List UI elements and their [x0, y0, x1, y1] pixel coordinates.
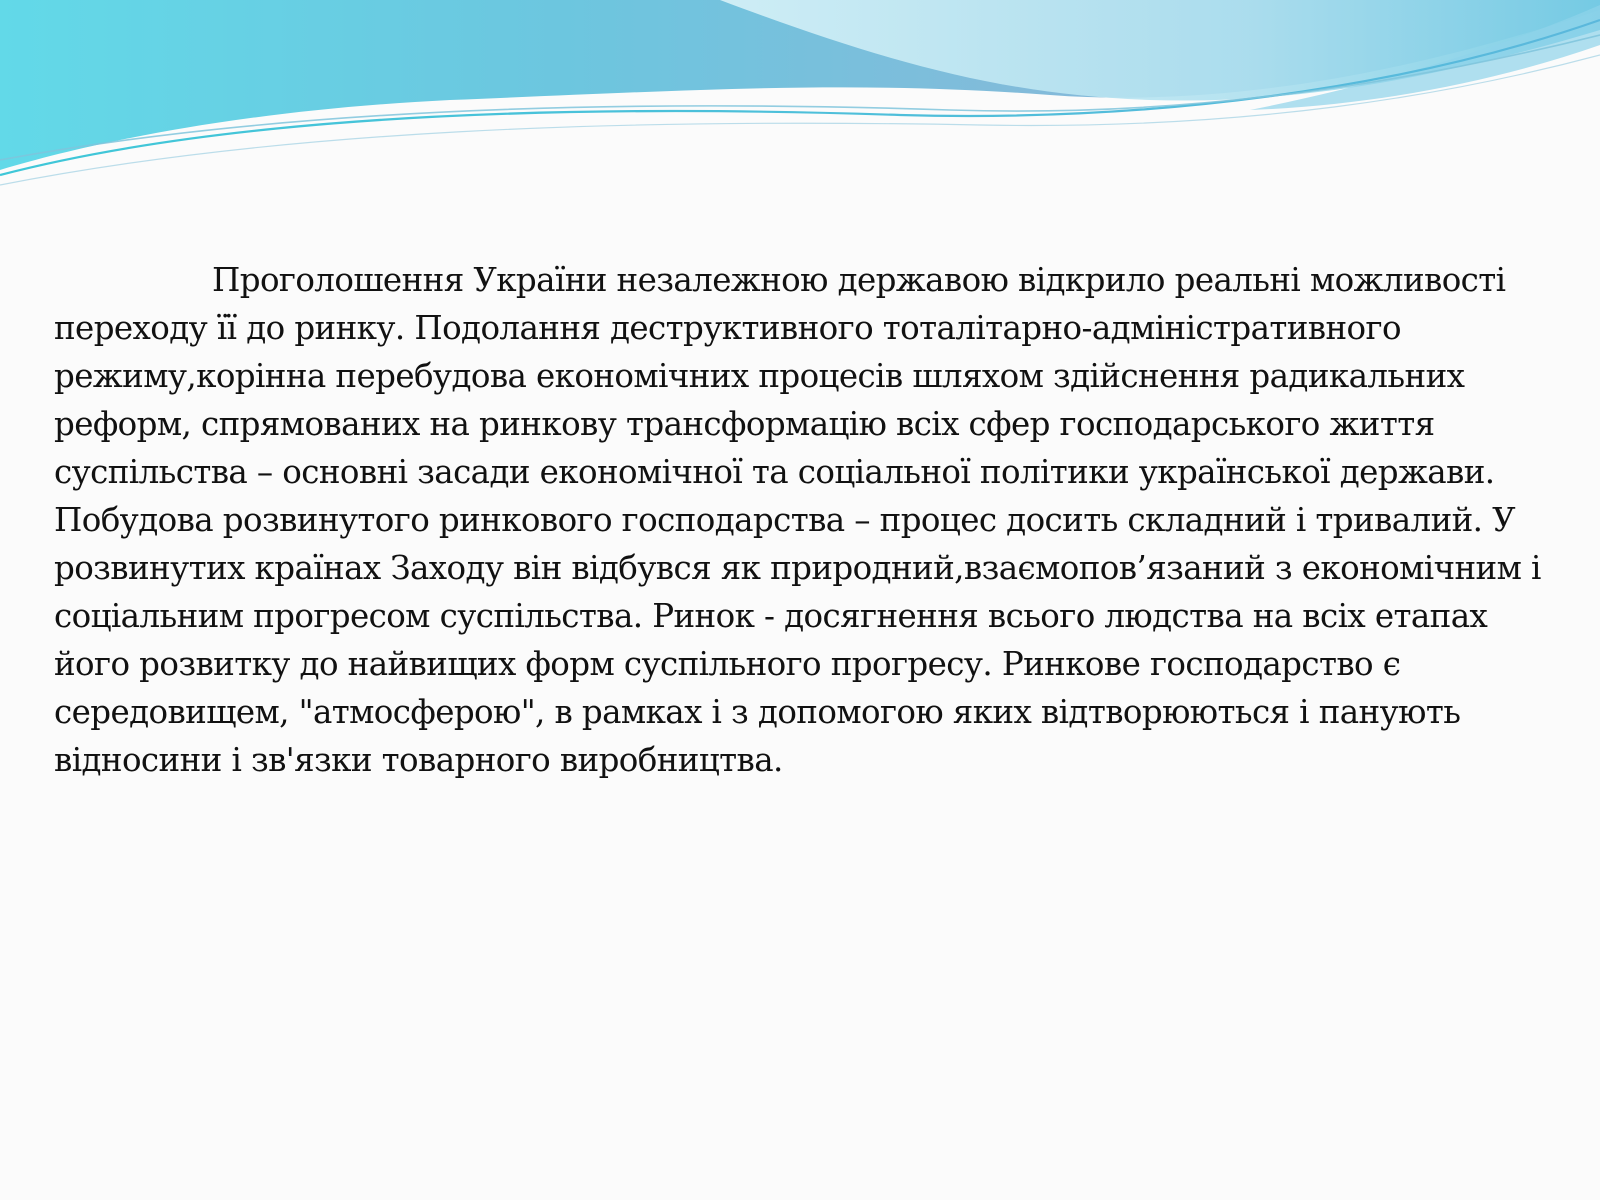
decorative-wave-header	[0, 0, 1600, 200]
body-paragraph	[54, 256, 1554, 784]
body-paragraph-text: Проголошення України незалежною державою відкрило реальні можливості переходу її до ринку. Подолання деструктивного тоталітарно-адміністративного режиму,корінна перебудова економічних процесів шляхом здійснення радикальних реформ, спрямованих на ринкову трансформацію всіх сфер господарського життя суспільства – основні засади економічної та соціальної політики української держави. Побудова розвинутого ринкового господарства – процес досить складний і тривалий. У розвинутих країнах Заходу він відбувся як природний,взаємопов’язаний з економічним і соціальним прогресом суспільства. Ринок - досягнення всього людства на всіх етапах його розвитку до найвищих форм суспільного прогресу. Ринкове господарство є середовищем, "атмосферою", в рамках і з допомогою яких відтворюються і панують відносини і зв'язки товарного виробництва.	[54, 261, 1541, 779]
